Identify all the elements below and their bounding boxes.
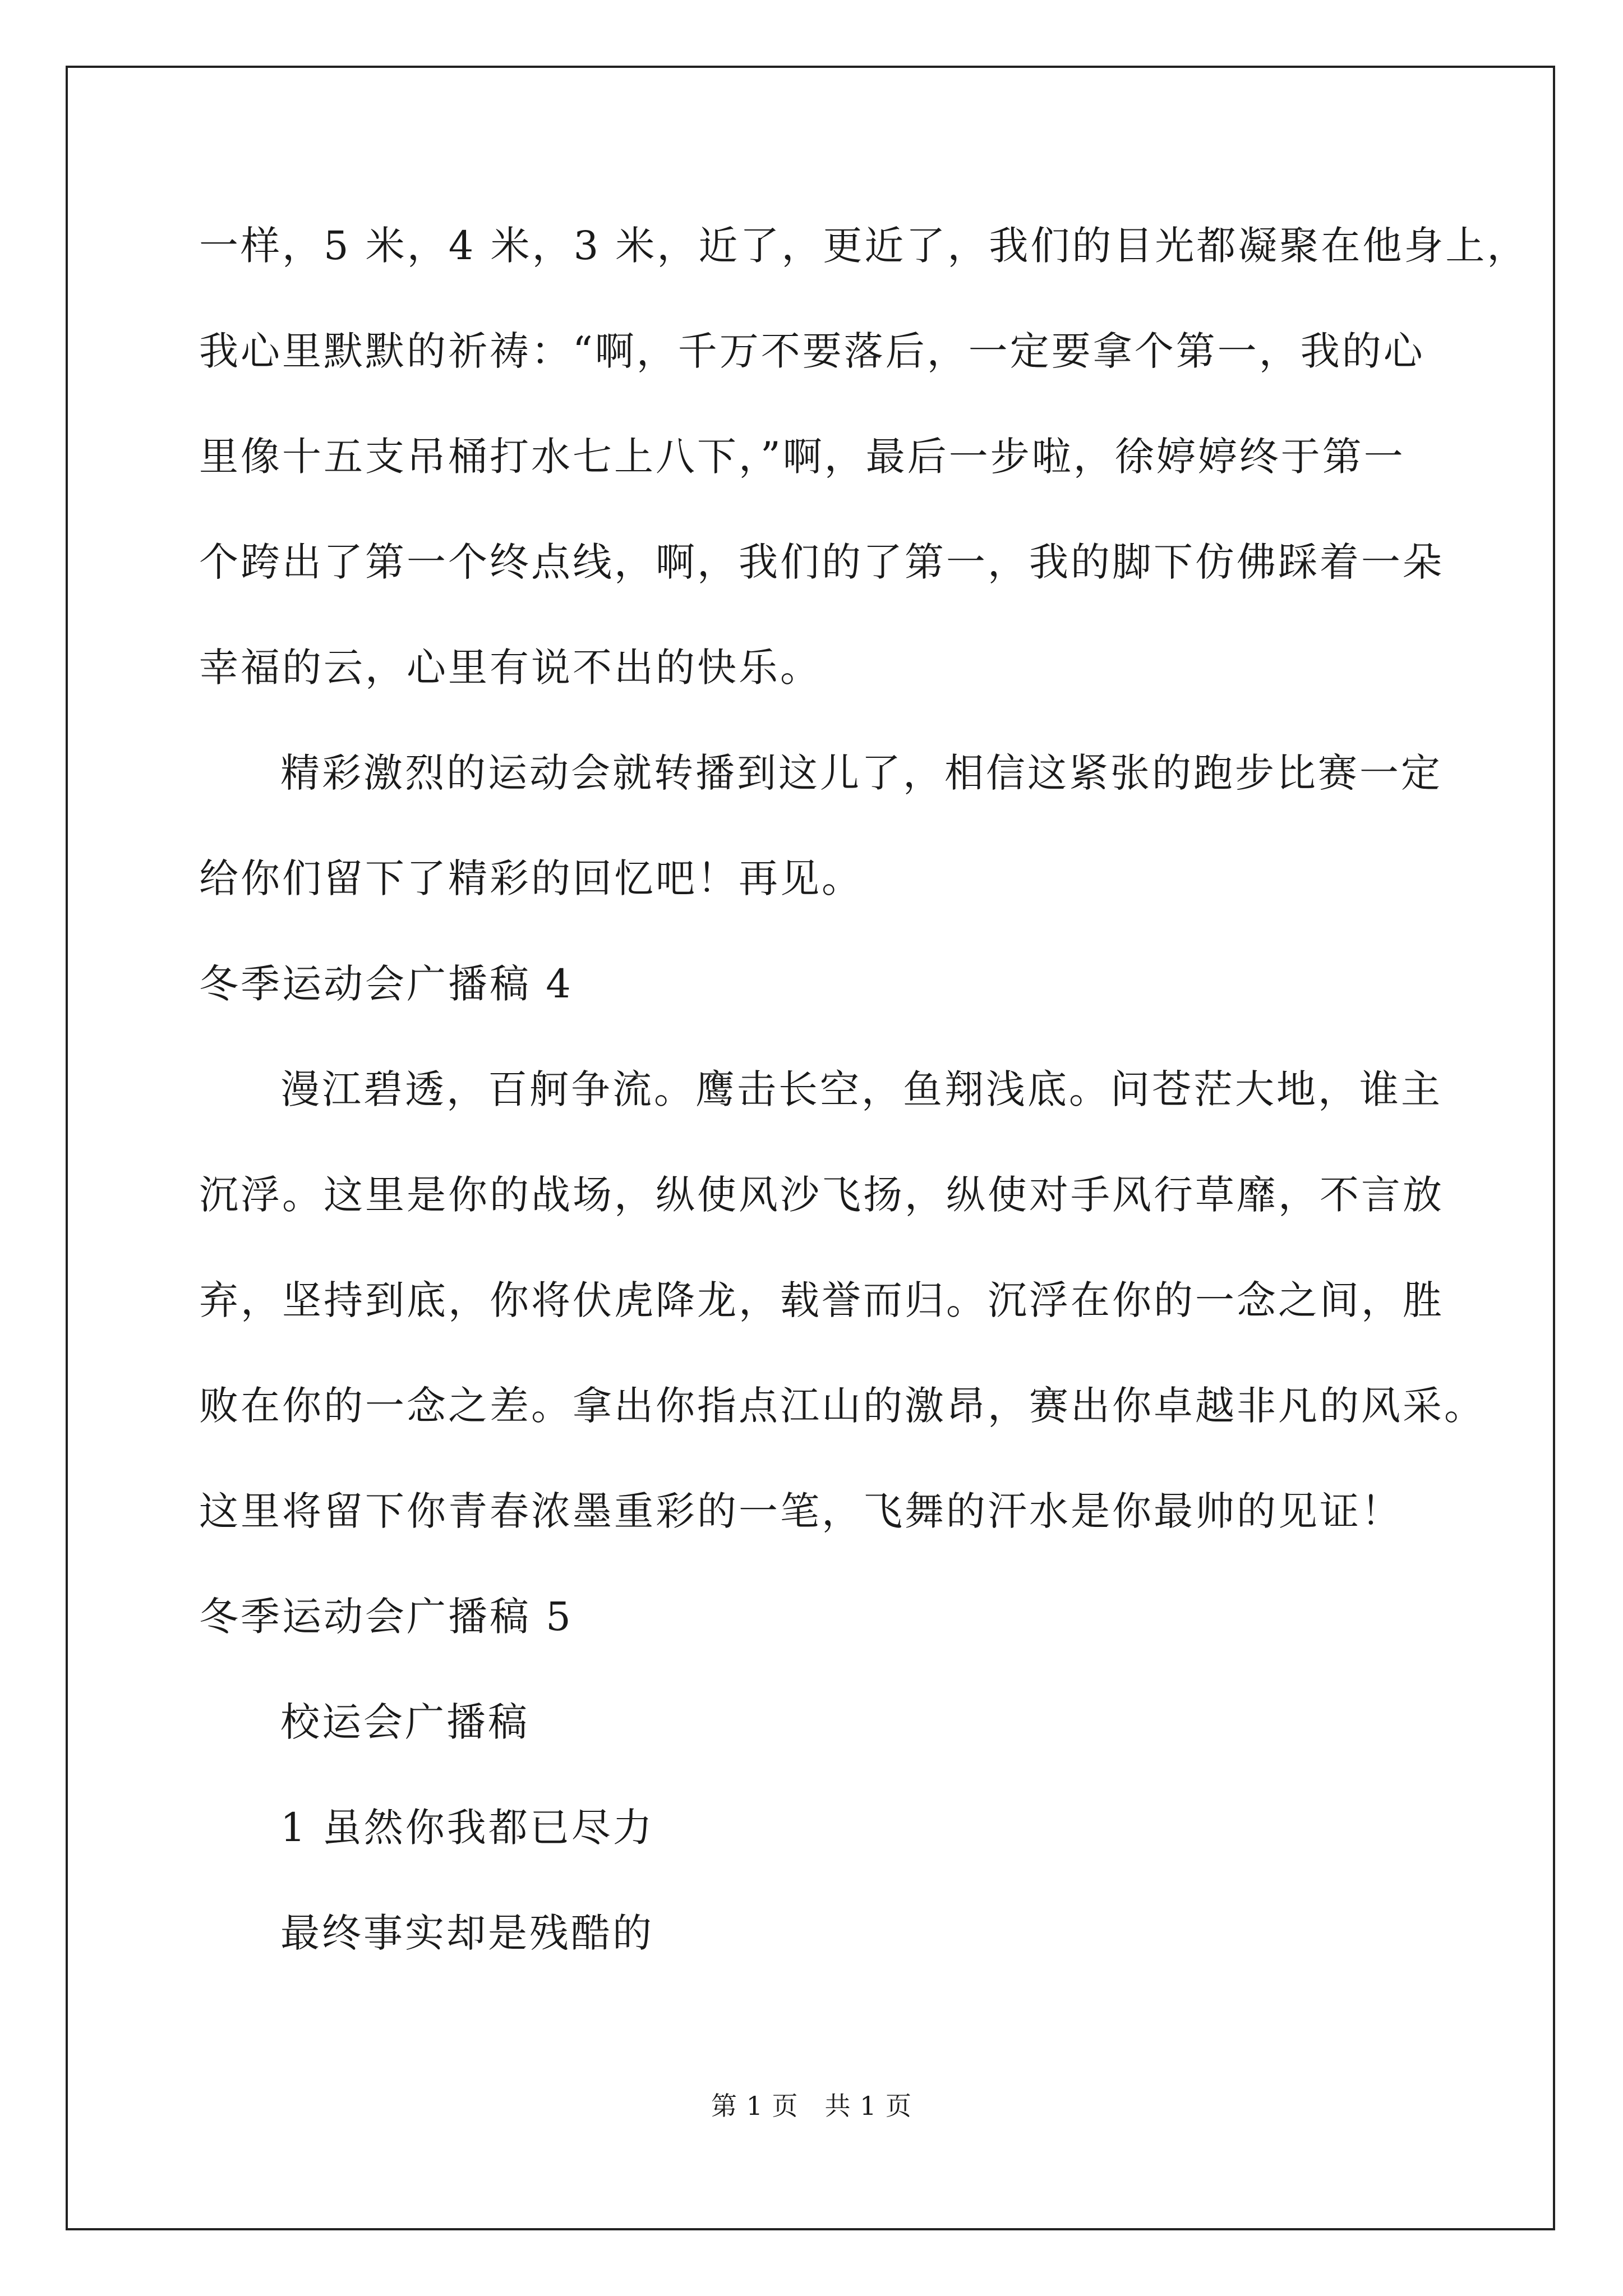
paragraph-first-line: 精彩激烈的运动会就转播到这儿了，相信这紧张的跑步比赛一定 <box>280 750 1442 796</box>
body-text-line: 个跨出了第一个终点线，啊，我们的了第一，我的脚下仿佛踩着一朵 <box>199 539 1444 585</box>
body-text-line: 弃，坚持到底，你将伏虎降龙，载誉而归。沉浮在你的一念之间，胜 <box>199 1277 1444 1323</box>
body-text-line: 一样，5 米，4 米，3 米，近了，更近了，我们的目光都凝聚在他身上， <box>199 223 1529 269</box>
subheading: 校运会广播稿 <box>280 1699 529 1745</box>
section-heading: 冬季运动会广播稿 5 <box>199 1594 573 1640</box>
section-heading: 冬季运动会广播稿 4 <box>199 961 573 1007</box>
body-text-line: 败在你的一念之差。拿出你指点江山的激昂，赛出你卓越非凡的风采。 <box>199 1383 1486 1429</box>
body-text-line: 这里将留下你青春浓墨重彩的一笔，飞舞的汗水是你最帅的见证！ <box>199 1488 1403 1534</box>
body-text-line: 给你们留下了精彩的回忆吧！再见。 <box>199 855 863 901</box>
body-text-line: 幸福的云，心里有说不出的快乐。 <box>199 645 822 691</box>
body-text-line: 里像十五支吊桶打水七上八下，”啊，最后一步啦，徐婷婷终于第一 <box>199 434 1405 480</box>
body-text-line: 1 虽然你我都已尽力 <box>280 1805 654 1851</box>
page-number-footer: 第 1 页 共 1 页 <box>711 2091 912 2121</box>
paragraph-first-line: 漫江碧透，百舸争流。鹰击长空，鱼翔浅底。问苍茫大地，谁主 <box>280 1066 1442 1112</box>
body-text-line: 我心里默默的祈祷：“啊，千万不要落后，一定要拿个第一，我的心 <box>199 328 1425 374</box>
body-text-line: 最终事实却是残酷的 <box>280 1910 654 1956</box>
body-text-line: 沉浮。这里是你的战场，纵使风沙飞扬，纵使对手风行草靡，不言放 <box>199 1172 1444 1218</box>
